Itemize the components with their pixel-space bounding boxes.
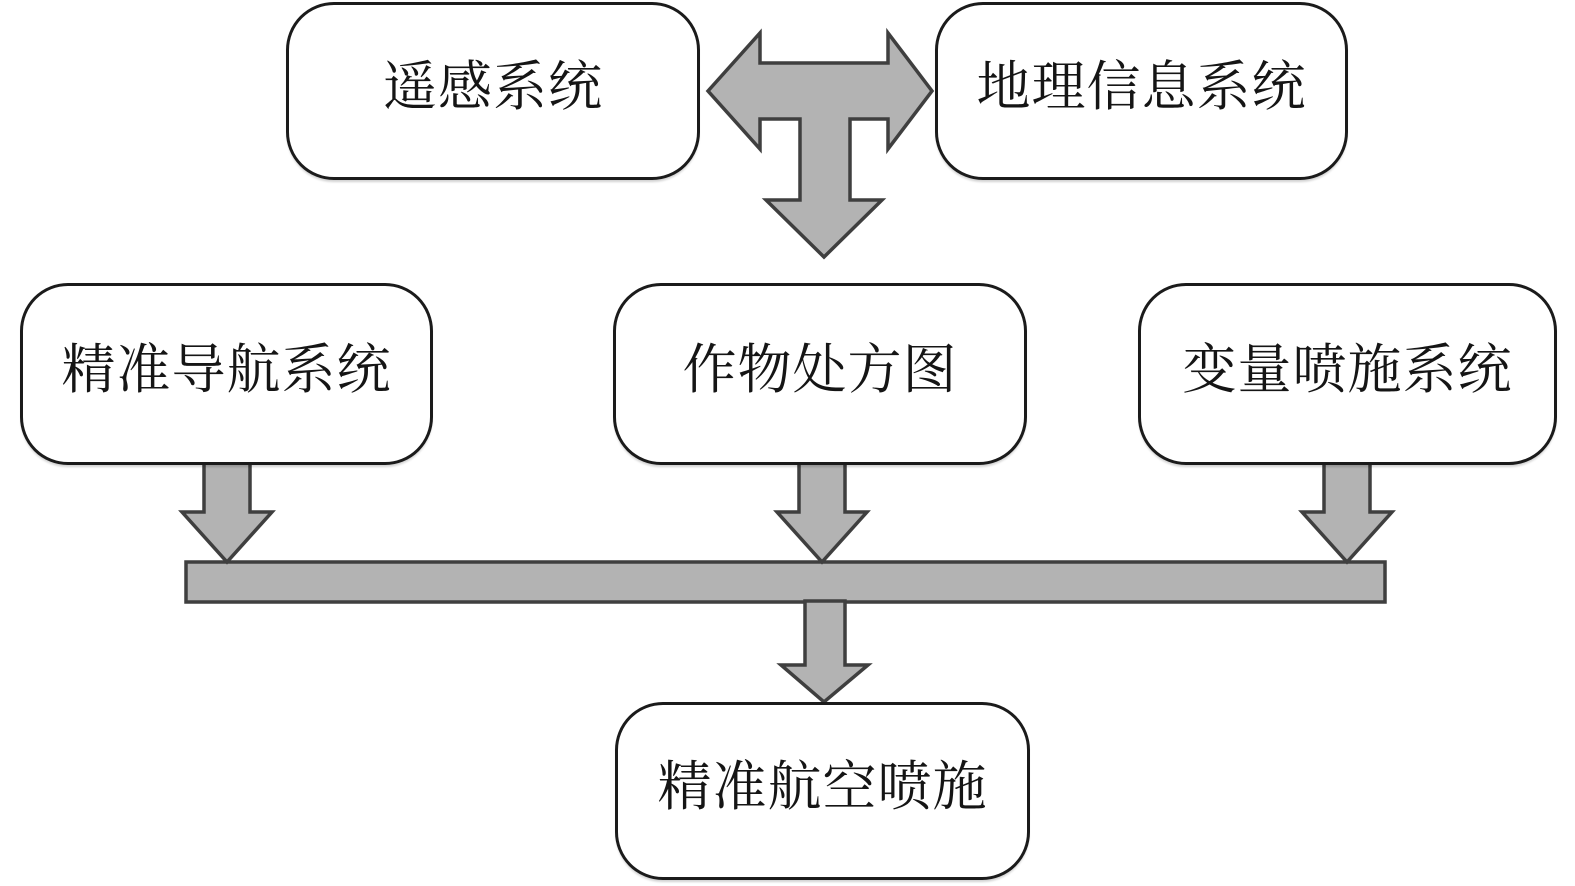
node-variable-spraying — [1138, 283, 1557, 465]
node-crop-prescription-map — [613, 283, 1027, 465]
node-gis — [935, 2, 1348, 180]
node-remote-sensing-label: 遥感系统 — [383, 57, 603, 117]
down-arrow-bus-to-aerial — [781, 601, 868, 702]
three-way-arrow — [708, 33, 932, 257]
down-arrow-nav-to-bus — [182, 460, 272, 562]
node-crop-prescription-map-label: 作物处方图 — [682, 340, 958, 400]
node-precision-navigation-label: 精准导航系统 — [61, 340, 392, 400]
down-arrow-map-to-bus — [777, 460, 867, 562]
down-arrow-spray-to-bus — [1302, 460, 1392, 562]
node-precision-aerial-spraying — [615, 702, 1030, 880]
node-remote-sensing — [286, 2, 700, 180]
node-precision-navigation — [20, 283, 433, 465]
node-variable-spraying-label: 变量喷施系统 — [1182, 340, 1513, 400]
bus-bar — [186, 562, 1385, 602]
node-precision-aerial-spraying-label: 精准航空喷施 — [657, 757, 988, 817]
node-gis-label: 地理信息系统 — [976, 57, 1307, 117]
